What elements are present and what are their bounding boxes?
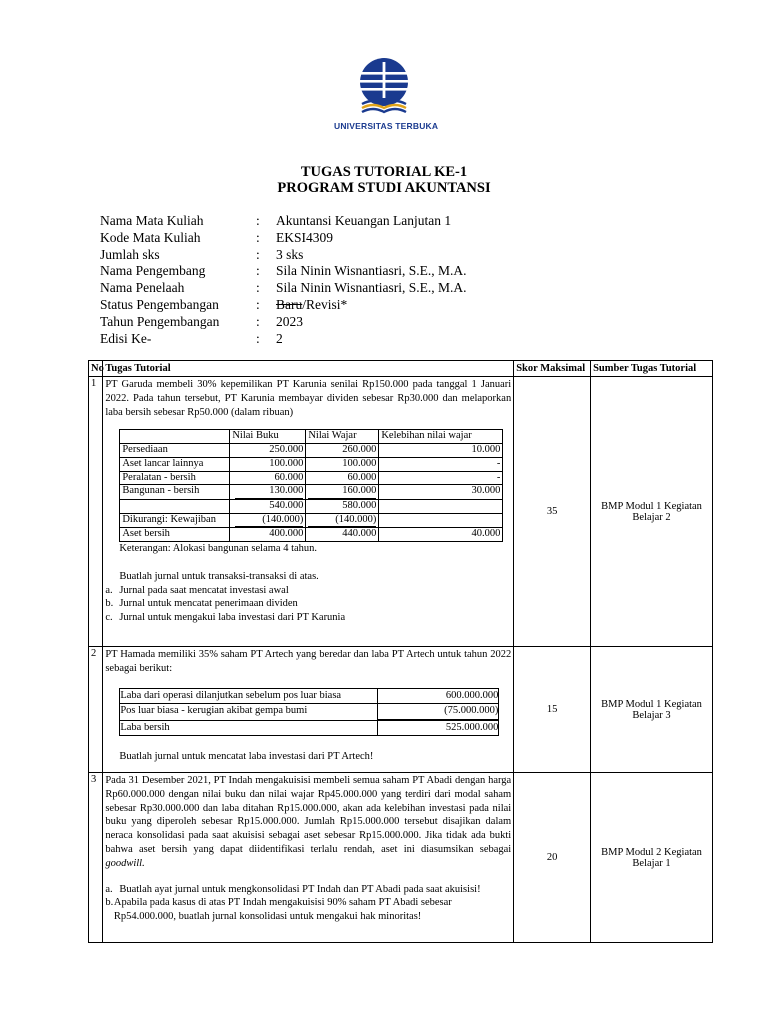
income-table xyxy=(119,688,499,737)
task-subitems xyxy=(105,883,511,924)
info-row-course-name: Nama Mata Kuliah : Akuntansi Keuangan Lanjutan 1 xyxy=(100,213,452,228)
table-row xyxy=(89,773,713,943)
info-row-edition: Edisi Ke- : 2 xyxy=(100,330,283,346)
task-content xyxy=(103,647,514,773)
task-intro: Pada 31 Desember 2021, PT Indah mengakuisisi membeli semua saham PT Abadi dengan harga Rp60.000.000 dengan nilai buku dan nilai wajar Rp45.000.000 yang terdiri dari modal saham sebesar Rp30.000.000 dan laba ditahan Rp15.000.000, akan ada kelebihan investasi pada nilai buku yang diperoleh sebesar Rp15.000.000. Jumlah Rp15.000.000 tersebut disajikan dalam neraca konsolidasi pada saat akuisisi sebagai aset sebesar Rp15.000.000. Jika tidak ada bukti bahwa aset bersih yang dapat diidentifikasi terlalu rendah, aset ini diasumsikan sebagai goodwill. xyxy=(105,775,512,869)
asset-row: Aset bersih 400.000 440.000 40.000 xyxy=(120,528,503,542)
task-note: Keterangan: Alokasi bangunan selama 4 tahun. xyxy=(119,543,318,555)
asset-table xyxy=(119,429,503,542)
task-content xyxy=(103,773,514,943)
task-instruction: Buatlah jurnal untuk transaksi-transaksi di atas. xyxy=(119,570,319,582)
course-info xyxy=(100,213,466,347)
asset-row: Persediaan 250.000 260.000 10.000 xyxy=(120,444,503,458)
info-row-course-code: Kode Mata Kuliah : EKSI4309 xyxy=(100,229,333,245)
list-item: a. Jurnal pada saat mencatat investasi awal xyxy=(105,584,289,596)
asset-table-header: Nilai Buku Nilai Wajar Kelebihan nilai wajar xyxy=(120,430,503,444)
header-source: Sumber Tugas Tutorial xyxy=(591,361,713,377)
list-item: b. Apabila pada kasus di atas PT Indah mengakuisisi 90% saham PT Abadi sebesar Rp54.000.000, buatlah jurnal konsolidasi untuk mengakui hak minoritas! xyxy=(105,897,452,923)
task-number: 3 xyxy=(89,773,103,943)
logo-text: UNIVERSITAS TERBUKA xyxy=(334,121,439,131)
table-row xyxy=(89,647,713,773)
task-source: BMP Modul 1 Kegiatan Belajar 2 xyxy=(591,377,713,647)
asset-row: 540.000 580.000 xyxy=(120,499,503,513)
task-subitems xyxy=(105,584,511,625)
info-row-developer: Nama Pengembang : Sila Ninin Wisnantiasri, S.E., M.A. xyxy=(100,263,467,279)
info-row-year: Tahun Pengembangan : 2023 xyxy=(100,313,303,329)
income-row: Laba dari operasi dilanjutkan sebelum pos luar biasa 600.000.000 xyxy=(120,688,499,704)
task-score: 15 xyxy=(514,647,591,773)
university-logo xyxy=(334,56,439,131)
header-task: Tugas Tutorial xyxy=(103,361,514,377)
header-no: No xyxy=(89,361,103,377)
info-row-credits: Jumlah sks : 3 sks xyxy=(100,246,304,262)
task-number: 2 xyxy=(89,647,103,773)
table-header-row xyxy=(89,361,713,377)
list-item: a. Buatlah ayat jurnal untuk mengkonsolidasi PT Indah dan PT Abadi pada saat akuisisi! xyxy=(105,883,481,895)
program-title: PROGRAM STUDI AKUNTANSI xyxy=(277,180,491,196)
task-instruction: Buatlah jurnal untuk mencatat laba investasi dari PT Artech! xyxy=(119,751,374,763)
task-score: 20 xyxy=(514,773,591,943)
info-row-reviewer: Nama Penelaah : Sila Ninin Wisnantiasri, S.E., M.A. xyxy=(100,280,467,296)
header-score: Skor Maksimal xyxy=(514,361,591,377)
tutorial-task-table xyxy=(88,360,713,943)
list-item: b. Jurnal untuk mencatat penerimaan dividen xyxy=(105,598,298,610)
task-score: 35 xyxy=(514,377,591,647)
task-intro: PT Garuda membeli 30% kepemilikan PT Karunia senilai Rp150.000 pada tanggal 1 Januari 2022. Pada tahun tersebut, PT Karunia membayar dividen sebesar Rp30.000 dan melaporkan laba bersih sebesar Rp50.000 (dalam ribuan) xyxy=(105,379,512,418)
task-number: 1 xyxy=(89,377,103,647)
income-row: Pos luar biasa - kerugian akibat gempa bumi (75.000.000) xyxy=(120,704,499,721)
task-source: BMP Modul 1 Kegiatan Belajar 3 xyxy=(591,647,713,773)
info-row-status: Status Pengembangan : Baru /Revisi* xyxy=(100,296,348,312)
document-title: TUGAS TUTORIAL KE-1 xyxy=(300,164,468,180)
task-content xyxy=(103,377,514,647)
task-intro: PT Hamada memiliki 35% saham PT Artech yang beredar dan laba PT Artech untuk tahun 2022 sebagai berikut: xyxy=(105,649,512,674)
university-emblem-icon xyxy=(356,56,412,118)
asset-row: Aset lancar lainnya 100.000 100.000 - xyxy=(120,457,503,471)
asset-row: Peralatan - bersih 60.000 60.000 - xyxy=(120,471,503,485)
table-row xyxy=(89,377,713,647)
asset-row: Bangunan - bersih 130.000 160.000 30.000 xyxy=(120,485,503,500)
task-source: BMP Modul 2 Kegiatan Belajar 1 xyxy=(591,773,713,943)
list-item: c. Jurnal untuk mengakui laba investasi dari PT Karunia xyxy=(105,612,346,624)
asset-row: Dikurangi: Kewajiban (140.000) (140.000) xyxy=(120,513,503,528)
income-row: Laba bersih 525.000.000 xyxy=(120,720,499,736)
